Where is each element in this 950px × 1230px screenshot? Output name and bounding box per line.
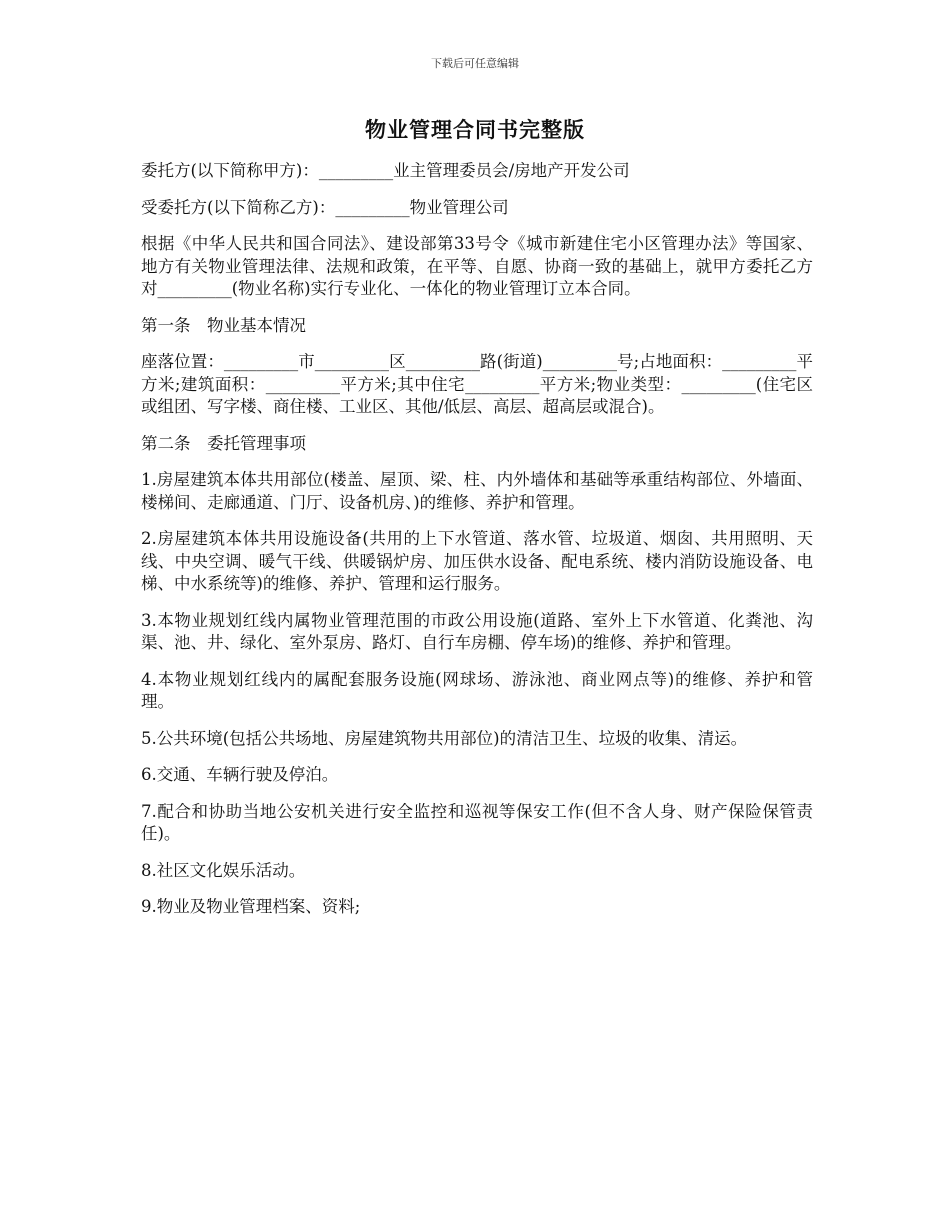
document-title: 物业管理合同书完整版: [365, 117, 585, 142]
list-item-6: 6.交通、车辆行驶及停泊。: [141, 765, 339, 784]
list-item-1: 1.房屋建筑本体共用部位(楼盖、屋顶、梁、柱、内外墙体和基础等承重结构部位、外墙面、楼梯间、走廊通道、门厅、设备机房、)的维修、养护和管理。: [141, 470, 813, 512]
article-2-heading: 第二条 委托管理事项: [141, 433, 306, 453]
list-item-2: 2.房屋建筑本体共用设施设备(共用的上下水管道、落水管、垃圾道、烟囱、共用照明、天线、中央空调、暖气干线、供暖锅炉房、加压供水设备、配电系统、楼内消防设施设备、电梯、中水系统等)的维修、养护、管理和运行服务。: [141, 529, 813, 593]
list-item-4: 4.本物业规划红线内的属配套服务设施(网球场、游泳池、商业网点等)的维修、养护和管理。: [141, 669, 813, 711]
list-item-7: 7.配合和协助当地公安机关进行安全监控和巡视等保安工作(但不含人身、财产保险保管责任)。: [141, 801, 813, 843]
article-1-heading: 第一条 物业基本情况: [141, 315, 306, 335]
list-item-3: 3.本物业规划红线内属物业管理范围的市政公用设施(道路、室外上下水管道、化粪池、沟渠、池、井、绿化、室外泵房、路灯、自行车房棚、停车场)的维修、养护和管理。: [141, 610, 813, 652]
list-item-9: 9.物业及物业管理档案、资料;: [141, 897, 361, 916]
paragraph-party-a: 委托方(以下简称甲方)：_________业主管理委员会/房地产开发公司: [141, 161, 630, 180]
paragraph-preamble: 根据《中华人民共和国合同法》、建设部第33号令《城市新建住宅小区管理办法》等国家、地方有关物业管理法律、法规和政策，在平等、自愿、协商一致的基础上，就甲方委托乙方对_________(物业名称)实行专业化、一体化的物业管理订立本合同。: [141, 234, 813, 298]
list-item-8: 8.社区文化娱乐活动。: [141, 860, 306, 880]
page-header-note: 下载后可任意编辑: [431, 57, 519, 70]
document-body: [141, 160, 813, 933]
paragraph-property-info: 座落位置：_________市_________区_________路(街道)_________号;占地面积：_________平方米;建筑面积：_________平方米;其中住宅_________平方米;物业类型：_________(住宅区或组团、写字楼、商住楼、工业区、其他/低层、高层、超高层或混合)。: [141, 352, 813, 416]
paragraph-party-b: 受委托方(以下简称乙方)：_________物业管理公司: [141, 197, 509, 217]
list-item-5: 5.公共环境(包括公共场地、房屋建筑物共用部位)的清洁卫生、垃圾的收集、清运。: [141, 728, 748, 748]
